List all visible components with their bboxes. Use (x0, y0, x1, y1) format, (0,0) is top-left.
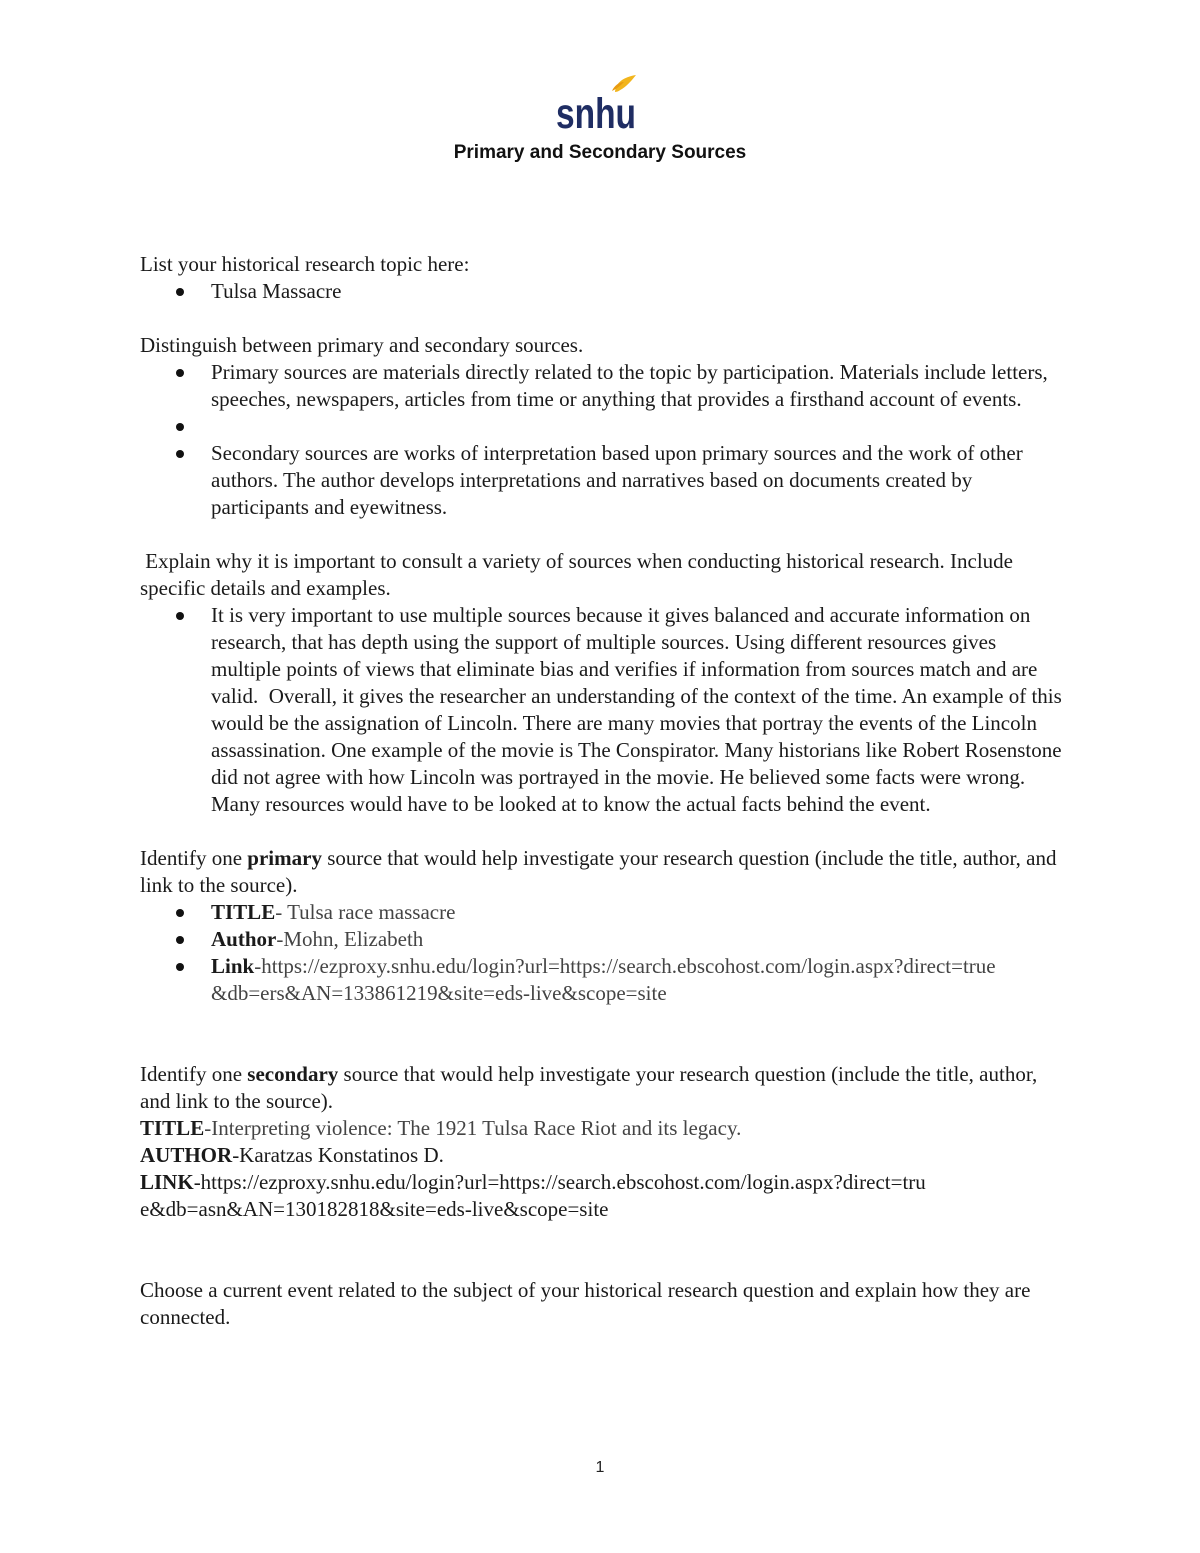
secondary-link-label: LINK (140, 1170, 194, 1194)
primary-prompt-bold: primary (247, 846, 322, 870)
secondary-prompt (140, 1061, 1070, 1115)
page-number: 1 (595, 1459, 605, 1476)
secondary-link-line (140, 1169, 1070, 1223)
primary-prompt-start: Identify one (140, 846, 248, 870)
primary-source-list (140, 899, 1070, 1007)
secondary-title-value: -Interpreting violence: The 1921 Tulsa Race Riot and its legacy. (204, 1116, 742, 1140)
list-spacer (211, 413, 1070, 440)
secondary-prompt-bold: secondary (247, 1062, 339, 1086)
secondary-author-label: AUTHOR (140, 1143, 233, 1167)
topic-prompt: List your historical research topic here: (140, 252, 470, 276)
primary-prompt-end: source that would help investigate your research question (include the title, author, and link to the source). (140, 846, 1057, 897)
topic-item: Tulsa Massacre (211, 278, 1070, 305)
current-event-prompt: Choose a current event related to the subject of your historical research question and explain how they are connected. (140, 1278, 1031, 1329)
secondary-title-line (140, 1115, 1070, 1142)
primary-source-section (140, 845, 1070, 1007)
snhu-logo (552, 72, 642, 138)
primary-title-item (211, 899, 1070, 926)
primary-title-label: TITLE (211, 900, 276, 924)
logo-wordmark: snhu (556, 90, 636, 138)
secondary-prompt-end: source that would help investigate your research question (include the title, author, and link to the source). (140, 1062, 1038, 1113)
explain-prompt: Explain why it is important to consult a variety of sources when conducting historical research. Include specific details and examples. (140, 549, 1019, 600)
primary-prompt (140, 845, 1070, 899)
current-event-section (140, 1277, 1070, 1331)
explain-item: It is very important to use multiple sources because it gives balanced and accurate information on research, that has depth using the support of multiple sources. Using different resources gives multiple points of views that eliminate bias and verifies if information from sources match and are valid. Overall, it gives the researcher an understanding of the context of the time. An example of this would be the assignation of Lincoln. There are many movies that portray the events of the Lincoln assassination. One example of the movie is The Conspirator. Many historians like Robert Rosenstone did not agree with how Lincoln was portrayed in the movie. He believed some facts were wrong. Many resources would have to be looked at to know the actual facts behind the event. (211, 602, 1070, 818)
secondary-prompt-start: Identify one (140, 1062, 248, 1086)
primary-author-value: -Mohn, Elizabeth (276, 927, 424, 951)
primary-link-label: Link (211, 954, 255, 978)
topic-section (140, 251, 1070, 305)
explain-list (140, 602, 1070, 818)
primary-author-label: Author (211, 927, 277, 951)
primary-definition-item: Primary sources are materials directly related to the topic by participation. Materials include letters, speeches, newspapers, articles from time or anything that provides a firsthand account of events. (211, 359, 1070, 413)
primary-link-value: -https://ezproxy.snhu.edu/login?url=https://search.ebscohost.com/login.aspx?direct=true&db=ers&AN=133861219&site=eds-live&scope=site (211, 954, 996, 1005)
secondary-author-value: -Karatzas Konstatinos D. (232, 1143, 444, 1167)
explain-section (140, 548, 1070, 818)
topic-list (140, 278, 1070, 305)
primary-title-value: - Tulsa race massacre (275, 900, 456, 924)
secondary-source-section (140, 1061, 1070, 1223)
secondary-definition-item: Secondary sources are works of interpretation based upon primary sources and the work of other authors. The author develops interpretations and narratives based on documents created by participants and eyewitness. (211, 440, 1070, 521)
primary-author-item (211, 926, 1070, 953)
snhu-logo-mark (552, 72, 642, 138)
primary-link-item (211, 953, 1070, 1007)
distinguish-list (140, 359, 1070, 521)
distinguish-prompt: Distinguish between primary and secondary sources. (140, 333, 584, 357)
document-title: Primary and Secondary Sources (453, 142, 747, 163)
secondary-title-label: TITLE (140, 1116, 205, 1140)
distinguish-section (140, 332, 1070, 521)
secondary-link-value: -https://ezproxy.snhu.edu/login?url=https://search.ebscohost.com/login.aspx?direct=true&db=asn&AN=130182818&site=eds-live&scope=site (140, 1170, 926, 1221)
secondary-author-line (140, 1142, 1070, 1169)
document-body (140, 251, 1070, 1331)
